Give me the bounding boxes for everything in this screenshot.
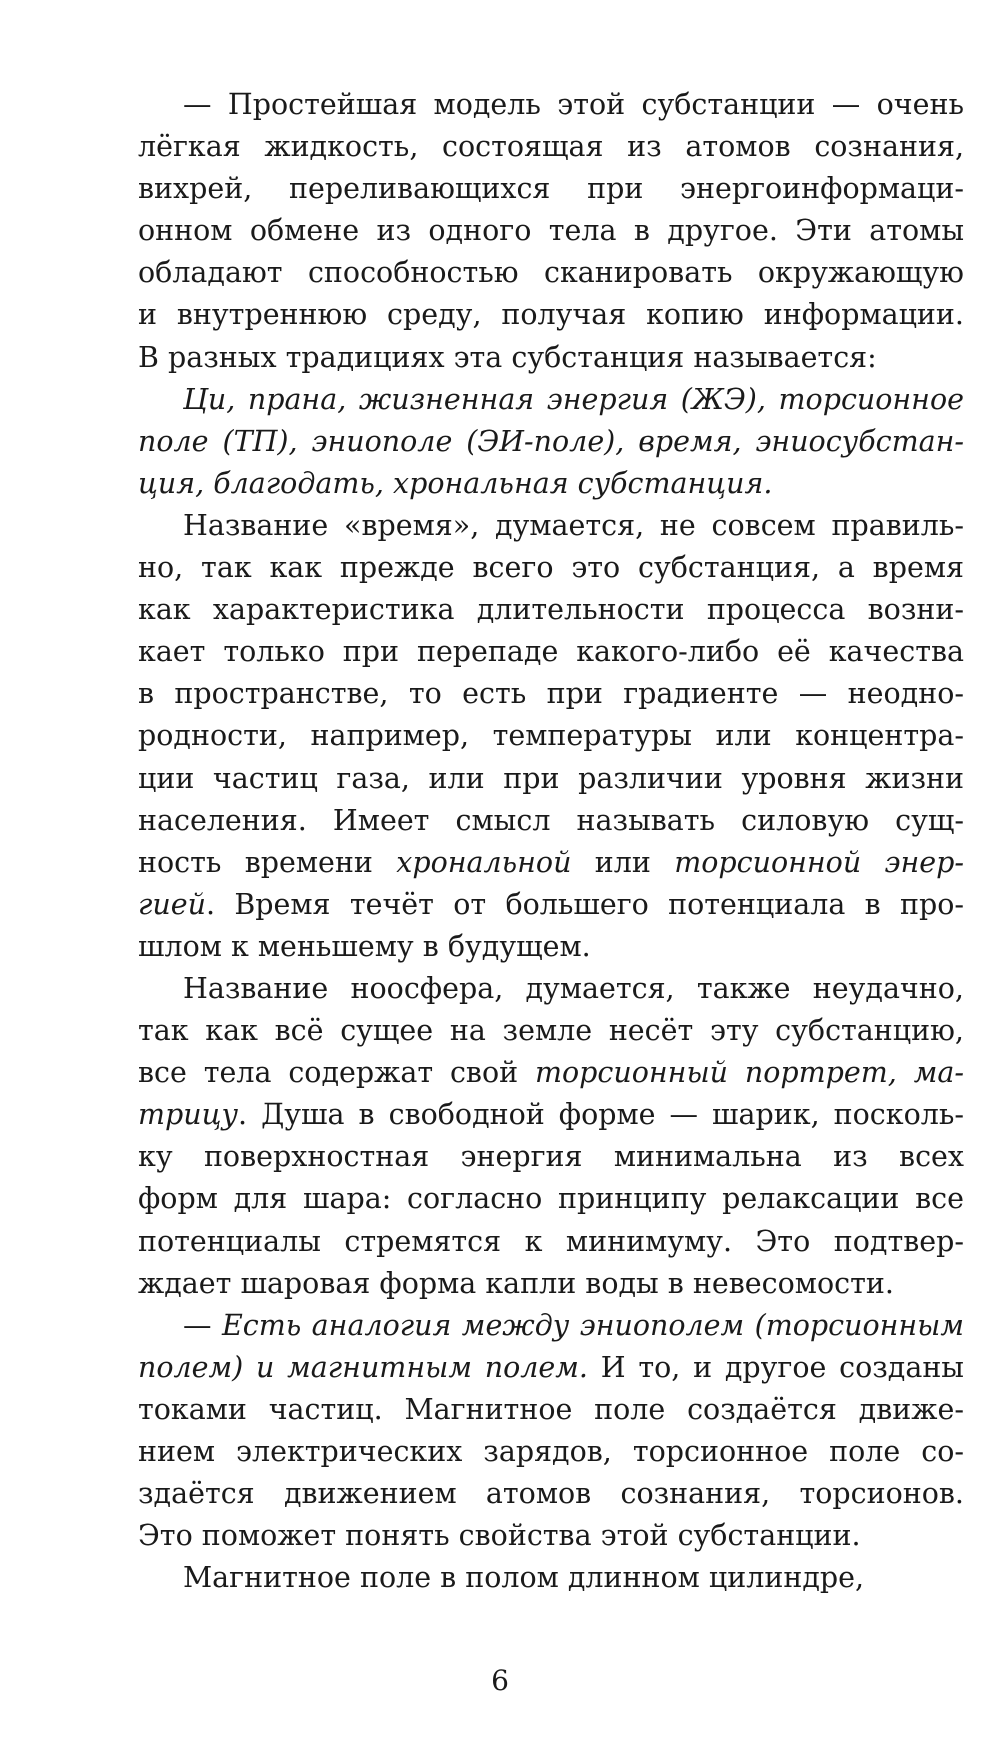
italic-text-segment: ция, благодать, хрональная субстанция. (138, 466, 773, 500)
italic-text-segment: Есть аналогия между эниополем (торсионным (221, 1308, 964, 1342)
italic-text-segment: торсионный портрет, ма- (535, 1056, 964, 1090)
text-line (138, 926, 964, 968)
text-line (138, 1052, 964, 1094)
text-segment: все тела содержат свой (138, 1056, 535, 1090)
italic-text-segment: трицу (138, 1098, 239, 1132)
text-segment: Магнитное поле в полом длинном цилиндре, (183, 1561, 865, 1595)
text-line (138, 631, 964, 673)
body-text (138, 84, 964, 1599)
text-line (138, 758, 964, 800)
text-segment: в пространстве, то есть при градиенте — неодно- (138, 677, 964, 711)
text-segment: обладают способностью сканировать окружающую (138, 256, 964, 290)
text-segment: ку поверхностная энергия минимальна из всех (138, 1140, 964, 1174)
text-segment: но, так как прежде всего это субстанция, а время (138, 551, 964, 585)
text-segment: потенциалы стремятся к минимуму. Это подтвер- (138, 1224, 964, 1258)
italic-text-segment: гией (138, 887, 206, 921)
text-line (138, 842, 964, 884)
text-segment: шлом к меньшему в будущем. (138, 929, 591, 963)
text-line (138, 884, 964, 926)
text-line (138, 1473, 964, 1515)
text-line (138, 1263, 964, 1305)
text-segment: ции частиц газа, или при различии уровня жизни (138, 761, 964, 795)
text-line (138, 126, 964, 168)
text-line (138, 294, 964, 336)
text-segment: Название ноосфера, думается, также неудачно, (183, 971, 964, 1005)
italic-text-segment: поле (ТП), эниополе (ЭИ-поле), время, эниосубстан- (138, 424, 964, 458)
text-line (138, 1178, 964, 1220)
text-segment: ность времени (138, 845, 397, 879)
page-number: 6 (491, 1664, 509, 1697)
text-line (138, 84, 964, 126)
text-segment: В разных традициях эта субстанция называется: (138, 340, 877, 374)
text-line (138, 1515, 964, 1557)
text-line (138, 463, 964, 505)
text-segment: — (183, 1308, 222, 1342)
text-segment: И то, и другое созданы (587, 1350, 964, 1384)
text-line (138, 421, 964, 463)
text-line (138, 337, 964, 379)
text-line (138, 800, 964, 842)
text-line (138, 168, 964, 210)
text-segment: вихрей, переливающихся при энергоинформаци- (138, 172, 964, 206)
text-segment: форм для шара: согласно принципу релаксации все (138, 1182, 964, 1216)
text-line (138, 1221, 964, 1263)
text-line (138, 547, 964, 589)
text-segment: онном обмене из одного тела в другое. Эти атомы (138, 214, 964, 248)
text-line (138, 210, 964, 252)
text-segment: нием электрических зарядов, торсионное поле со- (138, 1435, 964, 1468)
text-segment: кает только при перепаде какого-либо её качества (138, 635, 964, 669)
text-segment: лёгкая жидкость, состоящая из атомов сознания, (138, 130, 964, 164)
text-segment: как характеристика длительности процесса возни- (138, 593, 964, 627)
text-line (138, 1347, 964, 1389)
text-line (138, 715, 964, 757)
text-line (138, 1305, 964, 1347)
text-line (138, 968, 964, 1010)
text-segment: . Душа в свободной форме — шарик, посколь- (238, 1098, 964, 1132)
text-segment: Это поможет понять свойства этой субстанции. (138, 1519, 861, 1553)
text-line (138, 1389, 964, 1431)
text-segment: так как всё сущее на земле несёт эту субстанцию, (138, 1014, 964, 1048)
italic-text-segment: полем) и магнитным полем. (138, 1350, 588, 1384)
text-segment: здаётся движением атомов сознания, торсионов. (138, 1477, 964, 1511)
text-segment: токами частиц. Магнитное поле создаётся движе- (138, 1392, 964, 1426)
text-line (138, 1431, 964, 1473)
text-line (138, 1557, 964, 1599)
text-segment: . Время течёт от большего потенциала в про- (205, 887, 964, 921)
text-segment: и внутреннюю среду, получая копию информации. (138, 298, 964, 332)
text-segment: — Простейшая модель этой субстанции — очень (183, 88, 964, 121)
italic-text-segment: хрональной (396, 845, 572, 879)
text-line (138, 1010, 964, 1052)
text-line (138, 505, 964, 547)
italic-text-segment: торсионной энер- (674, 845, 964, 879)
text-segment: Название «время», думается, не совсем правиль- (183, 508, 964, 542)
text-line (138, 1094, 964, 1136)
text-line (138, 252, 964, 294)
text-line (138, 589, 964, 631)
text-line (138, 673, 964, 715)
text-segment: родности, например, температуры или концентра- (138, 719, 964, 753)
italic-text-segment: Ци, прана, жизненная энергия (ЖЭ), торсионное (183, 382, 964, 416)
text-line (138, 379, 964, 421)
text-segment: населения. Имеет смысл называть силовую сущ- (138, 803, 964, 837)
text-line (138, 1136, 964, 1178)
text-segment: ждает шаровая форма капли воды в невесомости. (138, 1266, 894, 1300)
text-segment: или (571, 845, 675, 879)
